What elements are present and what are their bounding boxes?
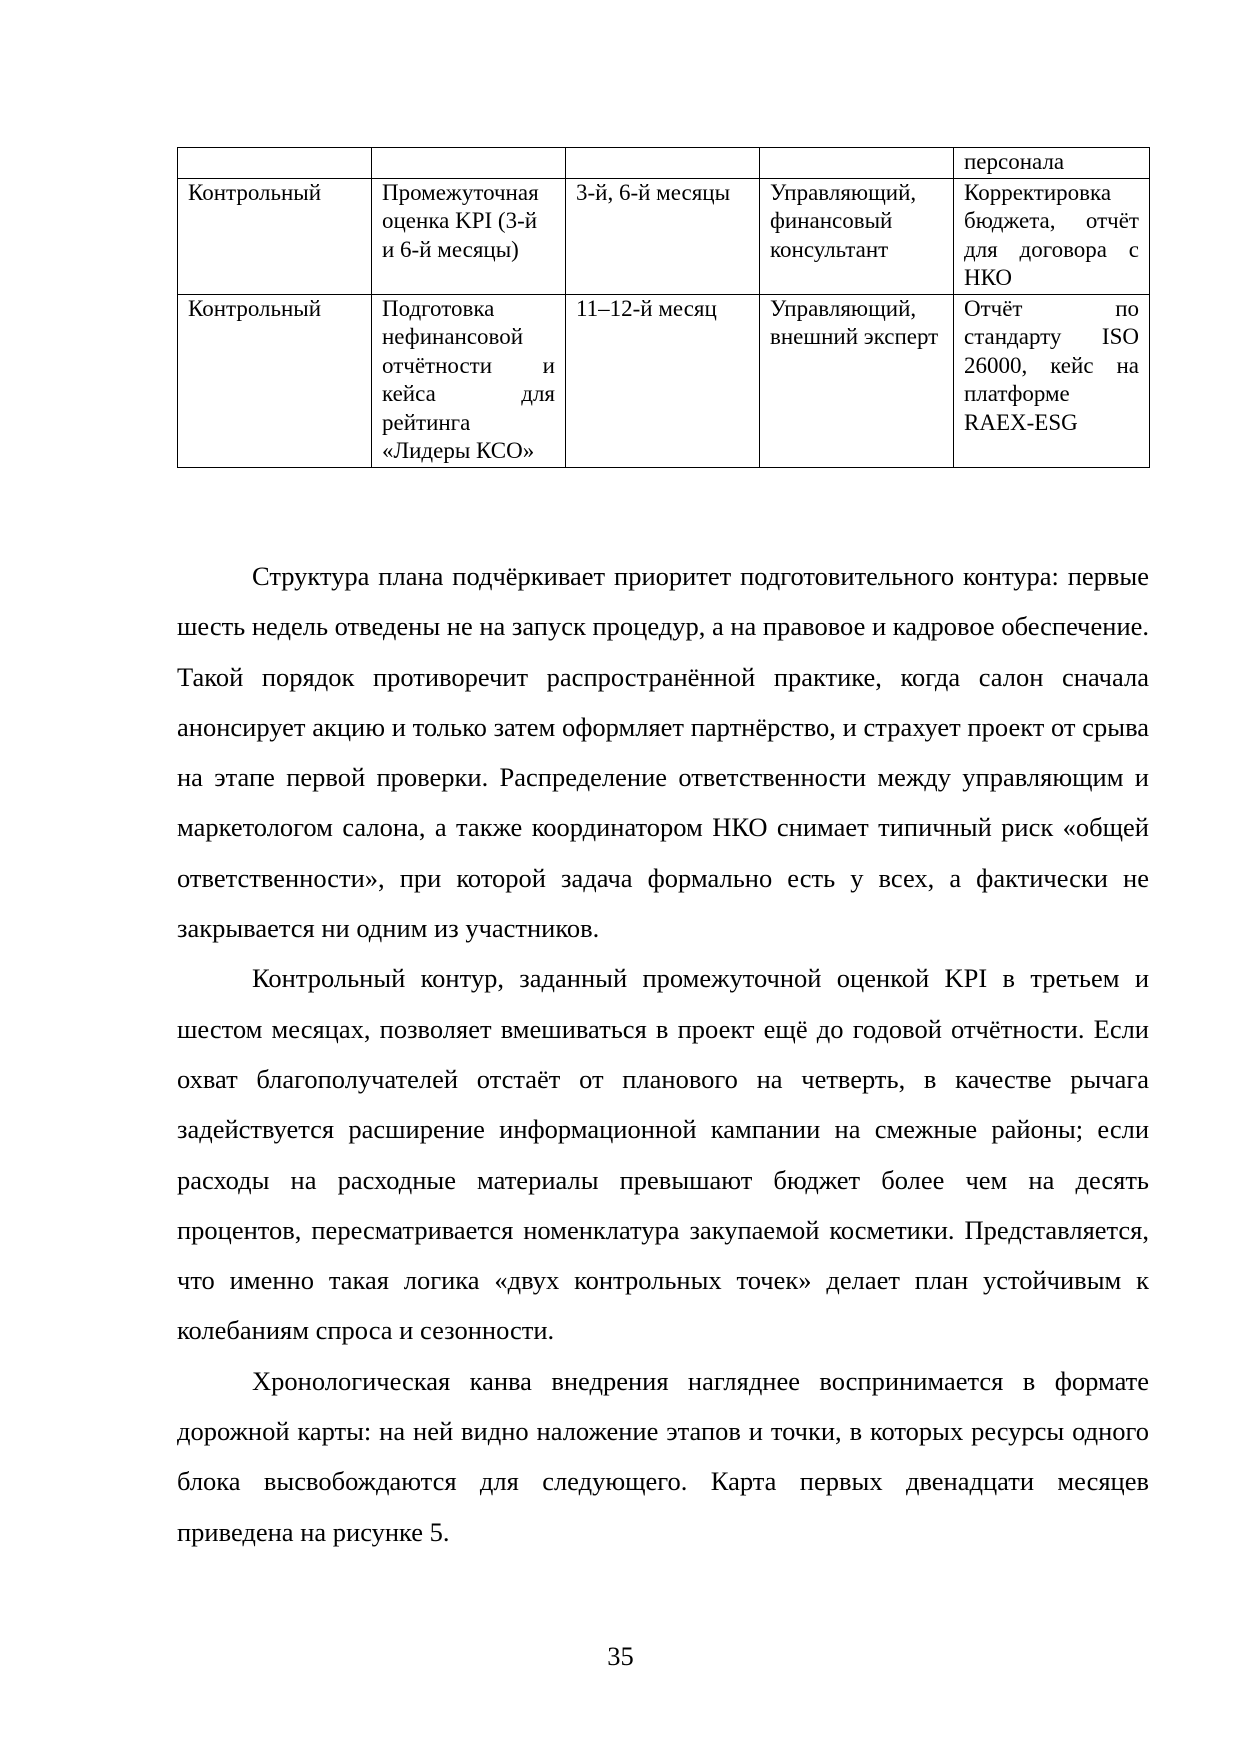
page-number: 35 <box>607 1641 634 1671</box>
paragraph: Структура плана подчёркивает приоритет подготовительного контура: первые шесть недель отведены не на запуск процедур, а на правовое и кадровое обеспечение. Такой порядок противоречит распространённой практике, когда салон сначала анонсирует акцию и только затем оформляет партнёрство, и страхует проект от срыва на этапе первой проверки. Распределение ответственности между управляющим и маркетологом салона, а также координатором НКО снимает типичный риск «общей ответственности», при которой задача формально есть у всех, а фактически не закрывается ни одним из участников. <box>177 561 1150 944</box>
implementation-plan-table <box>177 147 1150 468</box>
table-cell <box>178 148 372 179</box>
table-cell <box>760 148 954 179</box>
table-row <box>178 178 1150 294</box>
table-cell-activity: Промежуточная оценка KPI (3-й и 6-й месяцы) <box>372 178 566 294</box>
table-cell-stage: Контрольный <box>178 294 372 467</box>
table-cell-stage: Контрольный <box>178 178 372 294</box>
table-cell-responsible: Управляющий, финансовый консультант <box>760 178 954 294</box>
table-cell-timing: 3-й, 6-й месяцы <box>566 178 760 294</box>
table-cell <box>372 148 566 179</box>
table-row <box>178 148 1150 179</box>
table-cell-result: Корректировка бюджета, отчёт для договора с НКО <box>954 178 1150 294</box>
table-cell <box>566 148 760 179</box>
table-cell: персонала <box>954 148 1150 179</box>
table-cell-result: Отчёт по стандарту ISO 26000, кейс на платформе RAEX-ESG <box>954 294 1150 467</box>
paragraph: Хронологическая канва внедрения нагляднее воспринимается в формате дорожной карты: на ней видно наложение этапов и точки, в которых ресурсы одного блока высвобождаются для следующего. Карта первых двенадцати месяцев приведена на рисунке 5. <box>177 1365 1149 1547</box>
body-text <box>177 551 1149 1557</box>
paragraph: Контрольный контур, заданный промежуточной оценкой KPI в третьем и шестом месяцах, позволяет вмешиваться в проект ещё до годовой отчётности. Если охват благополучателей отстаёт от планового на четверть, в качестве рычага задействуется расширение информационной кампании на смежные районы; если расходы на расходные материалы превышают бюджет более чем на десять процентов, пересматривается номенклатура закупаемой косметики. Представляется, что именно такая логика «двух контрольных точек» делает план устойчивым к колебаниям спроса и сезонности. <box>177 963 1149 1346</box>
table-row <box>178 294 1150 467</box>
table-cell-timing: 11–12-й месяц <box>566 294 760 467</box>
table-cell-activity: Подготовка нефинансовой отчётности и кейса для рейтинга «Лидеры КСО» <box>372 294 566 467</box>
table-cell-responsible: Управляющий, внешний эксперт <box>760 294 954 467</box>
